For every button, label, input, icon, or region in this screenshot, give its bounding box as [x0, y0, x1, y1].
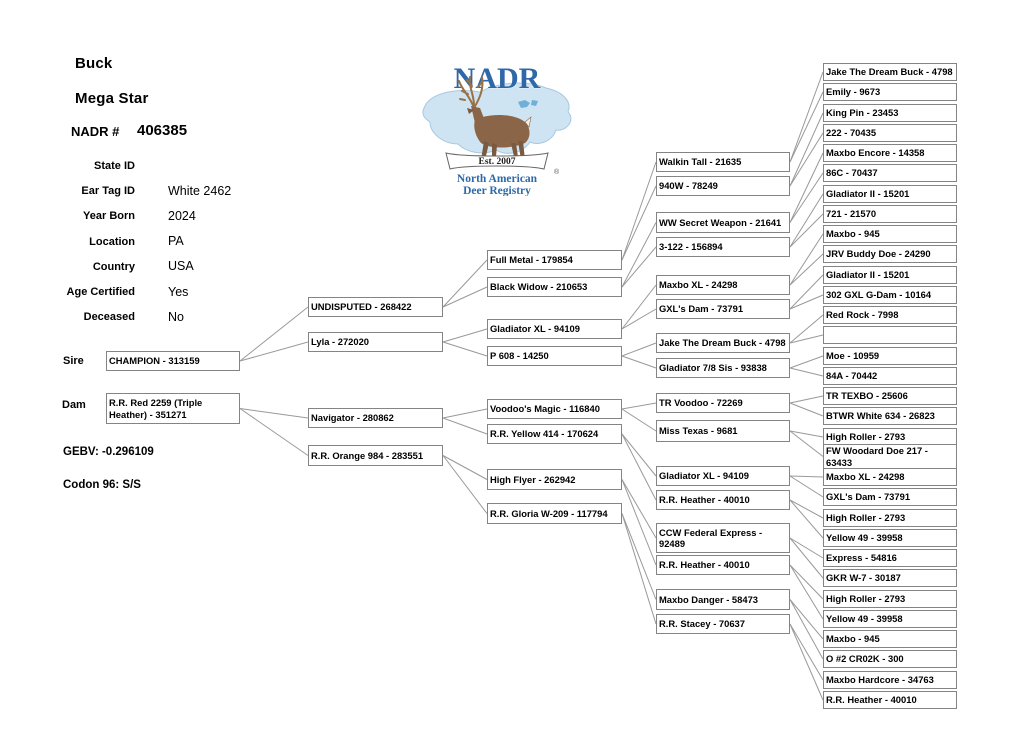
pedigree-connector	[790, 295, 823, 309]
pedigree-connector	[622, 223, 656, 288]
pedigree-connector	[622, 285, 656, 329]
gebv-value: GEBV: -0.296109	[63, 446, 154, 458]
pedigree-connector	[622, 480, 656, 566]
pedigree-connector	[790, 431, 823, 457]
pedigree-node-g5-15: Moe - 10959	[823, 347, 957, 365]
pedigree-connector	[790, 254, 823, 285]
pedigree-node-g5-3: King Pin - 23453	[823, 104, 957, 122]
pedigree-node-g2-3: Navigator - 280862	[308, 408, 443, 428]
pedigree-node-g4-15: Maxbo Danger - 58473	[656, 589, 790, 610]
pedigree-connector	[790, 133, 823, 186]
pedigree-connector	[622, 247, 656, 287]
pedigree-node-g5-6: 86C - 70437	[823, 164, 957, 182]
pedigree-node-g4-14: R.R. Heather - 40010	[656, 555, 790, 575]
pedigree-node-g5-4: 222 - 70435	[823, 124, 957, 142]
pedigree-node-g5-28: Yellow 49 - 39958	[823, 610, 957, 628]
pedigree-connector	[790, 476, 823, 477]
field-label-location: Location	[89, 235, 135, 248]
pedigree-connector	[790, 403, 823, 416]
pedigree-node-g5-12: 302 GXL G-Dam - 10164	[823, 286, 957, 304]
pedigree-node-g5-32: R.R. Heather - 40010	[823, 691, 957, 709]
pedigree-connector	[790, 356, 823, 368]
pedigree-node-g5-18: BTWR White 634 - 26823	[823, 407, 957, 425]
pedigree-node-g5-13: Red Rock - 7998	[823, 306, 957, 324]
pedigree-node-g5-14	[823, 326, 957, 344]
pedigree-connector	[790, 538, 823, 558]
pedigree-connector	[790, 315, 823, 343]
pedigree-node-g2-1: UNDISPUTED - 268422	[308, 297, 443, 317]
pedigree-connector	[790, 173, 823, 223]
pedigree-node-g5-30: O #2 CR02K - 300	[823, 650, 957, 668]
pedigree-connector	[622, 434, 656, 476]
codon96-value: Codon 96: S/S	[63, 479, 141, 491]
pedigree-connector	[240, 307, 308, 361]
pedigree-connector	[240, 342, 308, 361]
pedigree-node-g5-19: High Roller - 2793	[823, 428, 957, 446]
pedigree-connector	[443, 329, 487, 342]
field-label-age-certified: Age Certified	[66, 286, 135, 298]
pedigree-node-g4-3: WW Secret Weapon - 21641	[656, 212, 790, 233]
pedigree-node-g5-1: Jake The Dream Buck - 4798	[823, 63, 957, 81]
pedigree-connector	[790, 275, 823, 309]
logo-acronym-text: NADR	[453, 62, 541, 95]
logo-name-line1: North American	[456, 173, 538, 185]
pedigree-node-g4-9: TR Voodoo - 72269	[656, 393, 790, 413]
pedigree-node-g4-7: Jake The Dream Buck - 4798	[656, 333, 790, 353]
pedigree-connector	[790, 368, 823, 376]
pedigree-node-g5-11: Gladiator II - 15201	[823, 266, 957, 284]
pedigree-connector	[790, 92, 823, 162]
pedigree-connector	[622, 480, 656, 539]
pedigree-node-g5-25: Express - 54816	[823, 549, 957, 567]
pedigree-node-g3-3: Gladiator XL - 94109	[487, 319, 622, 339]
pedigree-connector	[622, 409, 656, 431]
pedigree-connector	[790, 234, 823, 285]
pedigree-node-g3-4: P 608 - 14250	[487, 346, 622, 366]
pedigree-connector	[790, 624, 823, 680]
pedigree-connector	[790, 396, 823, 403]
pedigree-connector	[790, 500, 823, 538]
pedigree-connector	[790, 565, 823, 599]
pedigree-node-g4-4: 3-122 - 156894	[656, 237, 790, 257]
pedigree-node-g5-7: Gladiator II - 15201	[823, 185, 957, 203]
field-label-year-born: Year Born	[83, 210, 135, 223]
animal-name: Mega Star	[75, 90, 149, 107]
logo-name-line2: Deer Registry	[463, 185, 531, 196]
pedigree-connector	[790, 194, 823, 247]
pedigree-node-g4-10: Miss Texas - 9681	[656, 420, 790, 442]
pedigree-node-g4-1: Walkin Tall - 21635	[656, 152, 790, 172]
pedigree-connector	[790, 113, 823, 186]
pedigree-connector	[622, 186, 656, 260]
pedigree-connector	[443, 260, 487, 307]
pedigree-connector	[790, 500, 823, 518]
pedigree-node-g5-29: Maxbo - 945	[823, 630, 957, 648]
pedigree-connector	[790, 565, 823, 619]
pedigree-connector	[790, 72, 823, 162]
dam-label: Dam	[62, 399, 86, 411]
pedigree-node-g3-8: R.R. Gloria W-209 - 117794	[487, 503, 622, 524]
pedigree-node-g4-16: R.R. Stacey - 70637	[656, 614, 790, 634]
pedigree-connector	[240, 409, 308, 456]
field-value-location: PA	[168, 234, 184, 249]
pedigree-connector	[622, 514, 656, 600]
pedigree-connector	[790, 153, 823, 223]
pedigree-connector	[622, 309, 656, 329]
field-value-age-certified: Yes	[168, 284, 189, 299]
pedigree-connector	[790, 600, 823, 640]
pedigree-node-g1-2: R.R. Red 2259 (Triple Heather) - 351271	[106, 393, 240, 424]
pedigree-connector	[240, 409, 308, 419]
animal-type: Buck	[75, 55, 113, 72]
pedigree-node-g4-6: GXL's Dam - 73791	[656, 299, 790, 319]
pedigree-connector	[790, 431, 823, 437]
pedigree-node-g4-11: Gladiator XL - 94109	[656, 466, 790, 486]
pedigree-node-g5-22: GXL's Dam - 73791	[823, 488, 957, 506]
pedigree-node-g5-23: High Roller - 2793	[823, 509, 957, 527]
pedigree-connector	[443, 287, 487, 307]
pedigree-node-g3-6: R.R. Yellow 414 - 170624	[487, 424, 622, 444]
field-label-ear-tag-id: Ear Tag ID	[81, 185, 135, 198]
pedigree-connector	[790, 335, 823, 343]
pedigree-node-g4-13: CCW Federal Express - 92489	[656, 523, 790, 553]
field-value-year-born: 2024	[168, 208, 196, 223]
pedigree-connector	[443, 418, 487, 434]
pedigree-connector	[622, 434, 656, 500]
pedigree-node-g3-7: High Flyer - 262942	[487, 469, 622, 490]
pedigree-connector	[622, 514, 656, 625]
pedigree-node-g5-2: Emily - 9673	[823, 83, 957, 101]
pedigree-connector	[443, 456, 487, 480]
pedigree-node-g4-5: Maxbo XL - 24298	[656, 275, 790, 295]
pedigree-node-g5-26: GKR W-7 - 30187	[823, 569, 957, 587]
pedigree-connector	[622, 403, 656, 409]
pedigree-node-g4-12: R.R. Heather - 40010	[656, 490, 790, 510]
nadr-number-label: NADR #	[71, 124, 120, 139]
pedigree-node-g5-24: Yellow 49 - 39958	[823, 529, 957, 547]
field-label-country: Country	[92, 260, 135, 273]
pedigree-node-g4-8: Gladiator 7/8 Sis - 93838	[656, 358, 790, 378]
pedigree-node-g5-21: Maxbo XL - 24298	[823, 468, 957, 486]
field-label-state-id: State ID	[94, 160, 135, 172]
registered-mark: ®	[554, 169, 560, 176]
pedigree-connector	[443, 409, 487, 418]
pedigree-connector	[443, 456, 487, 514]
pedigree-node-g5-10: JRV Buddy Doe - 24290	[823, 245, 957, 263]
pedigree-connector	[622, 343, 656, 356]
field-value-deceased: No	[168, 309, 184, 324]
pedigree-node-g5-16: 84A - 70442	[823, 367, 957, 385]
pedigree-connector	[790, 624, 823, 700]
pedigree-node-g3-1: Full Metal - 179854	[487, 250, 622, 270]
est-text: Est. 2007	[478, 157, 516, 167]
pedigree-connector	[443, 342, 487, 356]
nadr-logo	[418, 56, 576, 196]
pedigree-node-g5-27: High Roller - 2793	[823, 590, 957, 608]
pedigree-node-g5-5: Maxbo Encore - 14358	[823, 144, 957, 162]
sire-label: Sire	[63, 355, 84, 367]
pedigree-node-g1-1: CHAMPION - 313159	[106, 351, 240, 371]
field-value-country: USA	[168, 259, 194, 274]
pedigree-node-g3-5: Voodoo's Magic - 116840	[487, 399, 622, 419]
pedigree-connector	[790, 600, 823, 660]
pedigree-node-g5-31: Maxbo Hardcore - 34763	[823, 671, 957, 689]
nadr-number-value: 406385	[137, 122, 188, 139]
pedigree-connector	[790, 214, 823, 247]
pedigree-node-g5-20: FW Woodard Doe 217 - 63433	[823, 444, 957, 469]
pedigree-node-g2-2: Lyla - 272020	[308, 332, 443, 352]
pedigree-node-g4-2: 940W - 78249	[656, 176, 790, 196]
pedigree-node-g5-9: Maxbo - 945	[823, 225, 957, 243]
field-label-deceased: Deceased	[83, 311, 135, 324]
pedigree-connector	[790, 538, 823, 578]
pedigree-node-g2-4: R.R. Orange 984 - 283551	[308, 445, 443, 466]
pedigree-node-g3-2: Black Widow - 210653	[487, 277, 622, 297]
field-value-ear-tag-id: White 2462	[168, 183, 232, 198]
pedigree-connector	[622, 162, 656, 260]
pedigree-node-g5-17: TR TEXBO - 25606	[823, 387, 957, 405]
pedigree-node-g5-8: 721 - 21570	[823, 205, 957, 223]
pedigree-connector	[622, 356, 656, 368]
pedigree-connector	[790, 476, 823, 497]
